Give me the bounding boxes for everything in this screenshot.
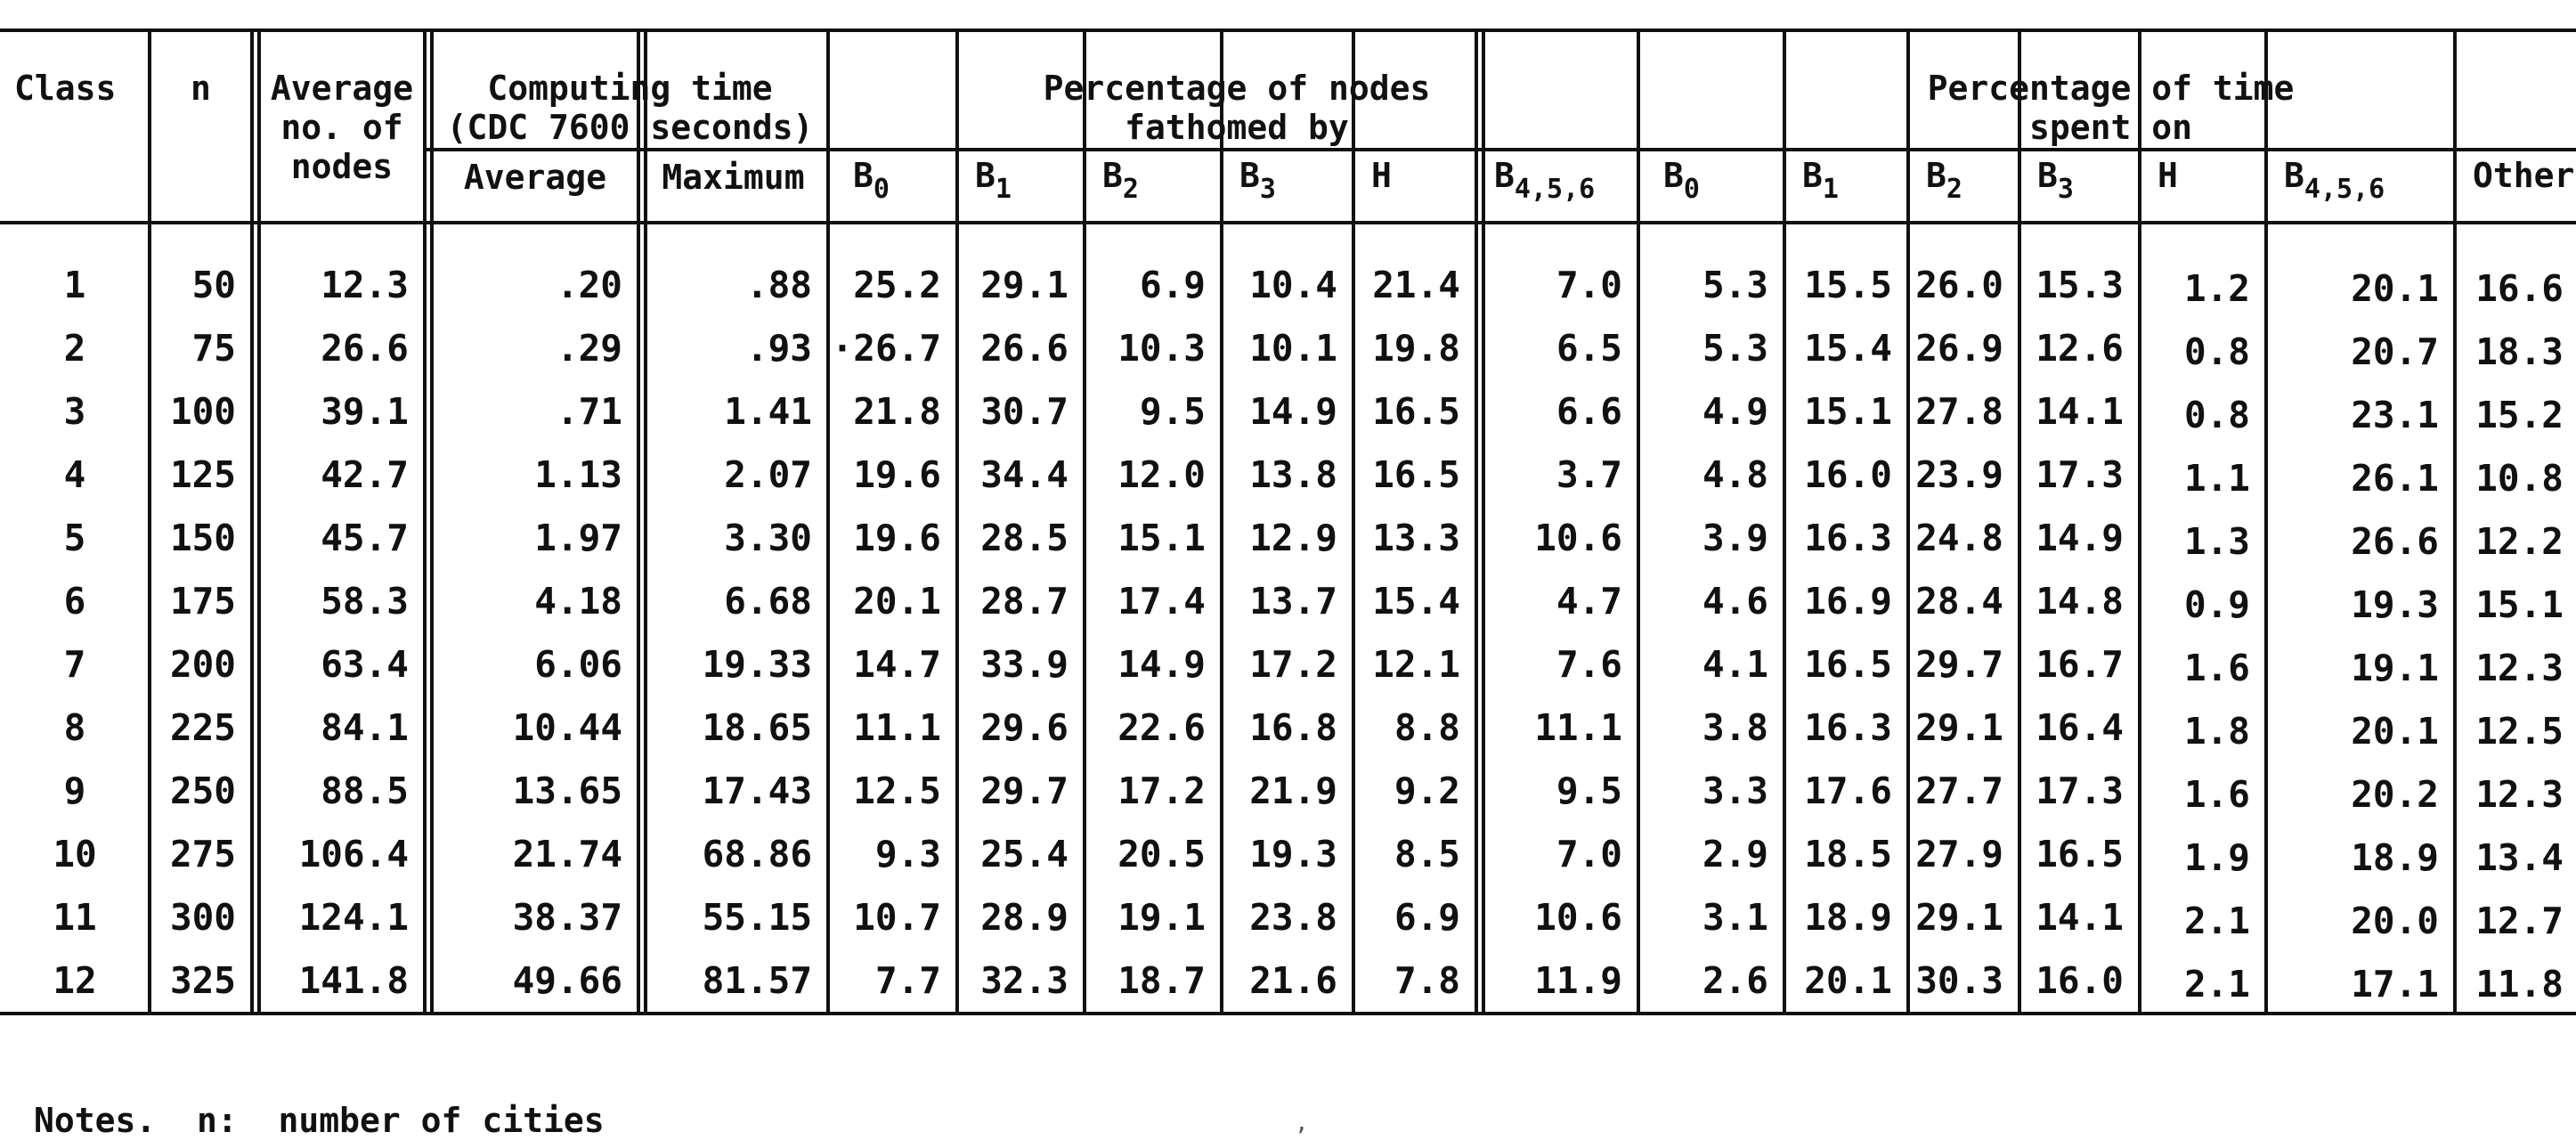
table-cell: 16.5: [1372, 390, 1460, 433]
header-average-nodes: no. of: [280, 108, 403, 147]
table-cell: 34.4: [980, 453, 1069, 496]
table-cell: 17.1: [2351, 963, 2439, 1006]
header-time-col-subscript: 0: [1683, 174, 1700, 205]
table-cell: 88.5: [321, 770, 409, 812]
table-cell: 16.0: [2036, 959, 2124, 1002]
table-cell: 75: [191, 327, 236, 370]
table-cell: 3.3: [1702, 770, 1768, 812]
table-cell: 8: [63, 706, 86, 749]
table-cell: 16.4: [2036, 706, 2124, 749]
table-cell: 17.6: [1804, 770, 1892, 812]
table-cell: 4.6: [1702, 580, 1768, 623]
table-cell: 19.1: [1117, 896, 1206, 939]
table-cell: 8.8: [1394, 706, 1460, 749]
table-cell: 15.1: [2475, 583, 2564, 626]
table-cell: 50: [191, 264, 236, 306]
table-cell: 2.1: [2183, 900, 2250, 942]
header-time-col: [2266, 156, 2455, 205]
table-cell: 10.3: [1117, 327, 1206, 370]
table-cell: 12.5: [2475, 710, 2564, 753]
table-cell: 1.97: [534, 517, 622, 559]
table-cell: 29.1: [1915, 706, 2003, 749]
stray-mark: ,: [1295, 1110, 1309, 1136]
table-cell: 15.4: [1372, 580, 1460, 623]
table-cell: 16.0: [1804, 453, 1892, 496]
table-cell: 15.2: [2475, 394, 2564, 436]
table-cell: 12.7: [2475, 900, 2564, 942]
table-cell: 18.7: [1117, 959, 1206, 1002]
table-cell: 15.1: [1804, 390, 1892, 433]
header-fathomed-col-subscript: 2: [1122, 174, 1139, 205]
header-maximum: Maximum: [662, 158, 805, 197]
table-cell: 18.9: [1804, 896, 1892, 939]
header-time-col-main: B: [1663, 156, 1684, 195]
table-cell: 20.0: [2351, 900, 2439, 942]
table-cell: 2.07: [724, 453, 812, 496]
table-cell: 200: [169, 643, 236, 686]
header-time-col: [1784, 156, 1908, 205]
table-cell: 2.9: [1702, 833, 1768, 875]
table-cell: 10: [53, 833, 97, 875]
header-average-nodes: nodes: [290, 147, 394, 186]
header-fathomed-col: [1085, 156, 1222, 205]
table-cell: 1.6: [2183, 647, 2250, 689]
header-computing-time: Computing time: [487, 69, 773, 108]
table-top-rule: [0, 28, 2576, 32]
table-cell: 16.8: [1249, 706, 1337, 749]
table-cell: 30.7: [980, 390, 1069, 433]
table-cell: 1.13: [534, 453, 622, 496]
table-cell: 17.2: [1249, 643, 1337, 686]
header-average: Average: [463, 158, 607, 197]
header-time-col: [1646, 156, 1784, 205]
table-cell: 1.2: [2183, 267, 2250, 310]
table-cell: 150: [169, 517, 236, 559]
header-fathomed-col-subscript: 4,5,6: [1514, 174, 1596, 205]
table-cell: 12: [53, 959, 97, 1002]
table-cell: 1.6: [2183, 773, 2250, 816]
table-cell: 23.1: [2351, 394, 2439, 436]
header-bottom-rule: [0, 221, 2576, 224]
table-cell: 3: [63, 390, 86, 433]
table-cell: 16.5: [2036, 833, 2124, 875]
table-cell: 20.1: [853, 580, 941, 623]
table-cell: 10.4: [1249, 264, 1337, 306]
table-cell: 15.1: [1117, 517, 1206, 559]
table-cell: 21.9: [1249, 770, 1337, 812]
table-cell: 19.33: [702, 643, 812, 686]
table-cell: 16.6: [2475, 267, 2564, 310]
table-cell: 141.8: [298, 959, 409, 1002]
table-cell: 26.6: [321, 327, 409, 370]
table-cell: .93: [745, 327, 812, 370]
table-cell: 27.7: [1915, 770, 2003, 812]
table-cell: 20.2: [2351, 773, 2439, 816]
table-cell: 29.7: [980, 770, 1069, 812]
table-cell: 30.3: [1915, 959, 2003, 1002]
table-cell: 106.4: [298, 833, 409, 875]
table-cell: 26.6: [2351, 520, 2439, 563]
header-fathomed-col: [1353, 156, 1476, 195]
table-cell: 10.1: [1249, 327, 1337, 370]
table-cell: 29.7: [1915, 643, 2003, 686]
table-cell: 20.1: [2351, 267, 2439, 310]
table-cell: 19.6: [853, 517, 941, 559]
table-cell: 18.3: [2475, 330, 2564, 373]
header-time-col: [2019, 156, 2140, 205]
table-cell: ·26.7: [831, 327, 941, 370]
table-cell: 1.8: [2183, 710, 2250, 753]
table-cell: 100: [169, 390, 236, 433]
table-cell: .88: [745, 264, 812, 306]
table-cell: 325: [169, 959, 236, 1002]
table-cell: 18.5: [1804, 833, 1892, 875]
table-cell: .71: [556, 390, 622, 433]
table-cell: 26.6: [980, 327, 1069, 370]
table-cell: 12.6: [2036, 327, 2124, 370]
table-cell: 20.1: [2351, 710, 2439, 753]
table-cell: 175: [169, 580, 236, 623]
table-cell: 16.9: [1804, 580, 1892, 623]
table-cell: 7.7: [874, 959, 941, 1002]
table-cell: 22.6: [1117, 706, 1206, 749]
table-cell: 14.7: [853, 643, 941, 686]
table-cell: 42.7: [321, 453, 409, 496]
table-cell: 29.1: [1915, 896, 2003, 939]
header-fathomed-col: [835, 156, 957, 205]
table-cell: 17.3: [2036, 770, 2124, 812]
table-cell: 7.8: [1394, 959, 1460, 1002]
table-cell: 24.8: [1915, 517, 2003, 559]
header-n: n: [191, 69, 211, 108]
table-notes: Notes. n: number of cities: [34, 1101, 605, 1140]
table-cell: 9.5: [1556, 770, 1622, 812]
table-cell: 27.8: [1915, 390, 2003, 433]
header-time-col-main: Other: [2473, 156, 2575, 195]
table-cell: 12.3: [2475, 647, 2564, 689]
table-cell: 33.9: [980, 643, 1069, 686]
table-cell: 32.3: [980, 959, 1069, 1002]
table-cell: 5: [63, 517, 86, 559]
table-cell: 20.7: [2351, 330, 2439, 373]
table-cell: 28.5: [980, 517, 1069, 559]
header-fathomed-col-main: B: [1494, 156, 1515, 195]
table-cell: 124.1: [298, 896, 409, 939]
table-cell: 16.3: [1804, 517, 1892, 559]
table-cell: 2.1: [2183, 963, 2250, 1006]
table-cell: 13.8: [1249, 453, 1337, 496]
table-cell: 6.6: [1556, 390, 1622, 433]
table-cell: 14.1: [2036, 896, 2124, 939]
table-cell: 18.9: [2351, 836, 2439, 879]
table-cell: 1.3: [2183, 520, 2250, 563]
header-fathomed-col: [1222, 156, 1353, 205]
table-cell: 15.4: [1804, 327, 1892, 370]
table-cell: 28.7: [980, 580, 1069, 623]
table-cell: 26.1: [2351, 457, 2439, 500]
table-cell: 9.2: [1394, 770, 1460, 812]
header-fathomed-col: [957, 156, 1085, 205]
table-cell: 6.5: [1556, 327, 1622, 370]
table-cell: 20.1: [1804, 959, 1892, 1002]
table-cell: 19.8: [1372, 327, 1460, 370]
header-fathomed-col-subscript: 3: [1259, 174, 1276, 205]
table-cell: 10.6: [1534, 517, 1622, 559]
header-time-col-main: B: [1802, 156, 1823, 195]
table-cell: 12.3: [321, 264, 409, 306]
table-cell: 29.6: [980, 706, 1069, 749]
table-cell: 9.5: [1139, 390, 1206, 433]
header-fathomed-col-main: B: [1102, 156, 1123, 195]
table-cell: .20: [556, 264, 622, 306]
table-cell: 25.4: [980, 833, 1069, 875]
table-cell: 6.9: [1139, 264, 1206, 306]
table-cell: 12.5: [853, 770, 941, 812]
header-computing-time: (CDC 7600 seconds): [446, 108, 814, 147]
table-cell: 3.7: [1556, 453, 1622, 496]
table-cell: 63.4: [321, 643, 409, 686]
header-time-col-main: B: [2284, 156, 2304, 195]
header-average-nodes: Average: [270, 69, 414, 108]
header-time-col: [1908, 156, 2019, 205]
table-cell: 11: [53, 896, 97, 939]
table-cell: 15.3: [2036, 264, 2124, 306]
table-cell: 45.7: [321, 517, 409, 559]
table-cell: 125: [169, 453, 236, 496]
table-cell: 4.8: [1702, 453, 1768, 496]
table-cell: 11.1: [853, 706, 941, 749]
table-cell: 14.8: [2036, 580, 2124, 623]
header-time-col: [2455, 156, 2576, 195]
table-cell: 12.0: [1117, 453, 1206, 496]
table-cell: 225: [169, 706, 236, 749]
table-cell: 14.9: [1117, 643, 1206, 686]
table-cell: 14.9: [2036, 517, 2124, 559]
header-fathomed-col-subscript: 1: [995, 174, 1012, 205]
table-cell: 19.3: [1249, 833, 1337, 875]
table-cell: 13.3: [1372, 517, 1460, 559]
header-fathomed-col-main: B: [1239, 156, 1260, 195]
table-cell: 6: [63, 580, 86, 623]
table-cell: 29.1: [980, 264, 1069, 306]
table-cell: 55.15: [702, 896, 812, 939]
table-cell: 10.44: [512, 706, 622, 749]
table-cell: 27.9: [1915, 833, 2003, 875]
header-fathomed-col: [1476, 156, 1638, 205]
table-cell: 4: [63, 453, 86, 496]
table-cell: 19.3: [2351, 583, 2439, 626]
table-cell: 8.5: [1394, 833, 1460, 875]
table-bottom-rule: [0, 1012, 2576, 1015]
table-cell: 16.3: [1804, 706, 1892, 749]
table-cell: 17.3: [2036, 453, 2124, 496]
table-cell: 9: [63, 770, 86, 812]
table-cell: 23.9: [1915, 453, 2003, 496]
table-cell: 13.7: [1249, 580, 1337, 623]
table-cell: 1.1: [2183, 457, 2250, 500]
table-cell: .29: [556, 327, 622, 370]
table-cell: 5.3: [1702, 327, 1768, 370]
header-time-col-subscript: 3: [2057, 174, 2074, 205]
table-cell: 6.68: [724, 580, 812, 623]
table-cell: 10.8: [2475, 457, 2564, 500]
table-cell: 12.3: [2475, 773, 2564, 816]
table-cell: 11.9: [1534, 959, 1622, 1002]
table-cell: 3.30: [724, 517, 812, 559]
table-cell: 58.3: [321, 580, 409, 623]
header-time-col-subscript: 4,5,6: [2304, 174, 2385, 205]
table-cell: 13.65: [512, 770, 622, 812]
table-cell: 7.0: [1556, 833, 1622, 875]
table-cell: 26.9: [1915, 327, 2003, 370]
table-cell: 2: [63, 327, 86, 370]
table-cell: 4.7: [1556, 580, 1622, 623]
header-fathomed-col-main: B: [975, 156, 995, 195]
header-time-col-subscript: 2: [1946, 174, 1962, 205]
table-cell: 14.9: [1249, 390, 1337, 433]
table-cell: 21.8: [853, 390, 941, 433]
table-cell: 3.9: [1702, 517, 1768, 559]
table-cell: 7: [63, 643, 86, 686]
table-cell: 16.5: [1804, 643, 1892, 686]
table-cell: 49.66: [512, 959, 622, 1002]
table-cell: 38.37: [512, 896, 622, 939]
table-cell: 28.9: [980, 896, 1069, 939]
header-fathomed-col-main: B: [853, 156, 874, 195]
table-cell: 18.65: [702, 706, 812, 749]
table-cell: 19.1: [2351, 647, 2439, 689]
header-time-col: [2140, 156, 2266, 195]
table-cell: 11.8: [2475, 963, 2564, 1006]
table-cell: 13.4: [2475, 836, 2564, 879]
table-cell: 21.6: [1249, 959, 1337, 1002]
table-cell: 1.9: [2183, 836, 2250, 879]
table-cell: 3.1: [1702, 896, 1768, 939]
table-cell: 6.9: [1394, 896, 1460, 939]
header-time-col-subscript: 1: [1822, 174, 1839, 205]
table-cell: 10.6: [1534, 896, 1622, 939]
table-cell: 7.6: [1556, 643, 1622, 686]
table-cell: 1: [63, 264, 86, 306]
header-time-col-main: H: [2158, 156, 2178, 195]
table-cell: 14.1: [2036, 390, 2124, 433]
table-cell: 26.0: [1915, 264, 2003, 306]
header-time-col-main: B: [1926, 156, 1946, 195]
table-cell: 21.4: [1372, 264, 1460, 306]
header-pct-time: spent on: [2028, 108, 2193, 147]
table-cell: 16.5: [1372, 453, 1460, 496]
table-cell: 275: [169, 833, 236, 875]
table-cell: 4.18: [534, 580, 622, 623]
table-cell: 11.1: [1534, 706, 1622, 749]
table-cell: 20.5: [1117, 833, 1206, 875]
header-fathomed-col-main: H: [1371, 156, 1392, 195]
table-cell: 3.8: [1702, 706, 1768, 749]
header-pct-nodes: Percentage of nodes: [1043, 69, 1431, 108]
table-cell: 17.4: [1117, 580, 1206, 623]
table-cell: 6.06: [534, 643, 622, 686]
header-mid-rule: [425, 148, 2576, 151]
table-cell: 12.1: [1372, 643, 1460, 686]
table-cell: 4.1: [1702, 643, 1768, 686]
table-cell: 19.6: [853, 453, 941, 496]
table-cell: 10.7: [853, 896, 941, 939]
table-cell: 1.41: [724, 390, 812, 433]
table-cell: 12.2: [2475, 520, 2564, 563]
header-time-col-main: B: [2037, 156, 2058, 195]
table-cell: 7.0: [1556, 264, 1622, 306]
table-cell: 23.8: [1249, 896, 1337, 939]
table-cell: 5.3: [1702, 264, 1768, 306]
table-cell: 81.57: [702, 959, 812, 1002]
table-cell: 300: [169, 896, 236, 939]
table-cell: 84.1: [321, 706, 409, 749]
table-cell: 4.9: [1702, 390, 1768, 433]
table-cell: 15.5: [1804, 264, 1892, 306]
table-cell: 25.2: [853, 264, 941, 306]
table-cell: 2.6: [1702, 959, 1768, 1002]
table-cell: 0.8: [2183, 330, 2250, 373]
header-fathomed-col-subscript: 0: [873, 174, 890, 205]
table-cell: 68.86: [702, 833, 812, 875]
table-cell: 28.4: [1915, 580, 2003, 623]
table-cell: 17.43: [702, 770, 812, 812]
header-class: Class: [14, 69, 117, 108]
header-pct-time: Percentage of time: [1927, 69, 2295, 108]
header-pct-nodes: fathomed by: [1125, 108, 1349, 147]
table-cell: 16.7: [2036, 643, 2124, 686]
table-cell: 9.3: [874, 833, 941, 875]
table-cell: 21.74: [512, 833, 622, 875]
table-cell: 12.9: [1249, 517, 1337, 559]
table-cell: 250: [169, 770, 236, 812]
table-cell: 39.1: [321, 390, 409, 433]
table-cell: 0.9: [2183, 583, 2250, 626]
table-cell: 0.8: [2183, 394, 2250, 436]
table-cell: 17.2: [1117, 770, 1206, 812]
